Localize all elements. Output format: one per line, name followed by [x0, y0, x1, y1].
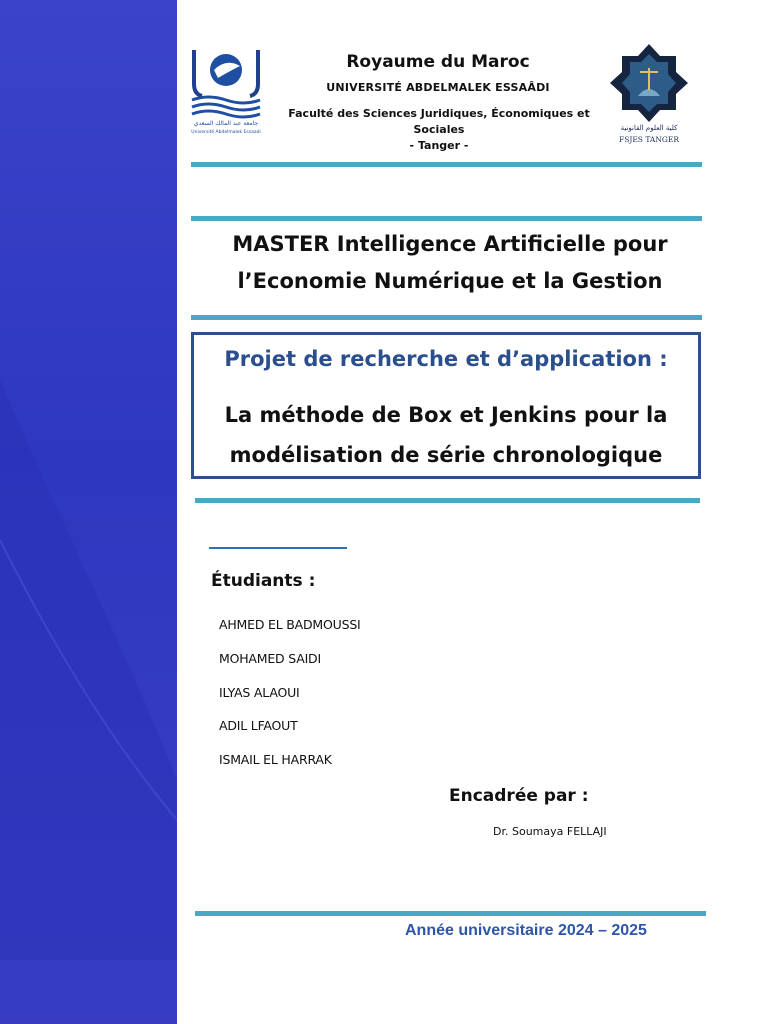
- sidebar-band: [0, 0, 177, 1024]
- kingdom-title: Royaume du Maroc: [346, 52, 530, 72]
- students-heading: Étudiants :: [211, 571, 316, 591]
- svg-text:Université Abdelmalek Essaadi: Université Abdelmalek Essaadi: [191, 130, 261, 135]
- project-subtitle-line: modélisation de série chronologique: [229, 443, 663, 467]
- university-logo: [188, 44, 264, 136]
- faculty-logo: [608, 42, 690, 146]
- sidebar-curves: [0, 0, 177, 1024]
- divider: [191, 315, 702, 320]
- short-divider: [209, 547, 347, 549]
- divider: [195, 498, 700, 503]
- academic-year: Année universitaire 2024 – 2025: [405, 922, 647, 939]
- faculty-line: Faculté des Sciences Juridiques, Économiques et Sociales: [288, 107, 590, 136]
- divider: [191, 216, 702, 221]
- faculty-name: [266, 106, 612, 154]
- svg-text:كلية العلوم القانونية: كلية العلوم القانونية: [620, 124, 678, 132]
- student-name: ISMAIL EL HARRAK: [219, 752, 332, 767]
- master-title: [195, 226, 705, 300]
- master-line: l’Economie Numérique et la Gestion: [237, 269, 663, 293]
- divider: [195, 911, 706, 916]
- student-name: MOHAMED SAIDI: [219, 651, 321, 666]
- project-subtitle-line: La méthode de Box et Jenkins pour la: [224, 403, 668, 427]
- supervisor-name: Dr. Soumaya FELLAJI: [493, 825, 607, 838]
- project-box: [191, 332, 701, 479]
- university-name: UNIVERSITÉ ABDELMALEK ESSAÂDI: [326, 81, 550, 94]
- faculty-city: - Tanger -: [409, 139, 469, 152]
- master-line: MASTER Intelligence Artificielle pour: [232, 232, 668, 256]
- project-subtitle: [194, 395, 698, 475]
- svg-text:FSJES TANGER: FSJES TANGER: [618, 135, 680, 144]
- project-title: Projet de recherche et d’application :: [224, 347, 668, 371]
- student-name: AHMED EL BADMOUSSI: [219, 617, 361, 632]
- student-name: ADIL LFAOUT: [219, 718, 298, 733]
- student-name: ILYAS ALAOUI: [219, 685, 300, 700]
- supervisor-heading: Encadrée par :: [449, 786, 589, 806]
- svg-text:جامعة عبد المالك السعدي: جامعة عبد المالك السعدي: [193, 120, 259, 127]
- divider: [191, 162, 702, 167]
